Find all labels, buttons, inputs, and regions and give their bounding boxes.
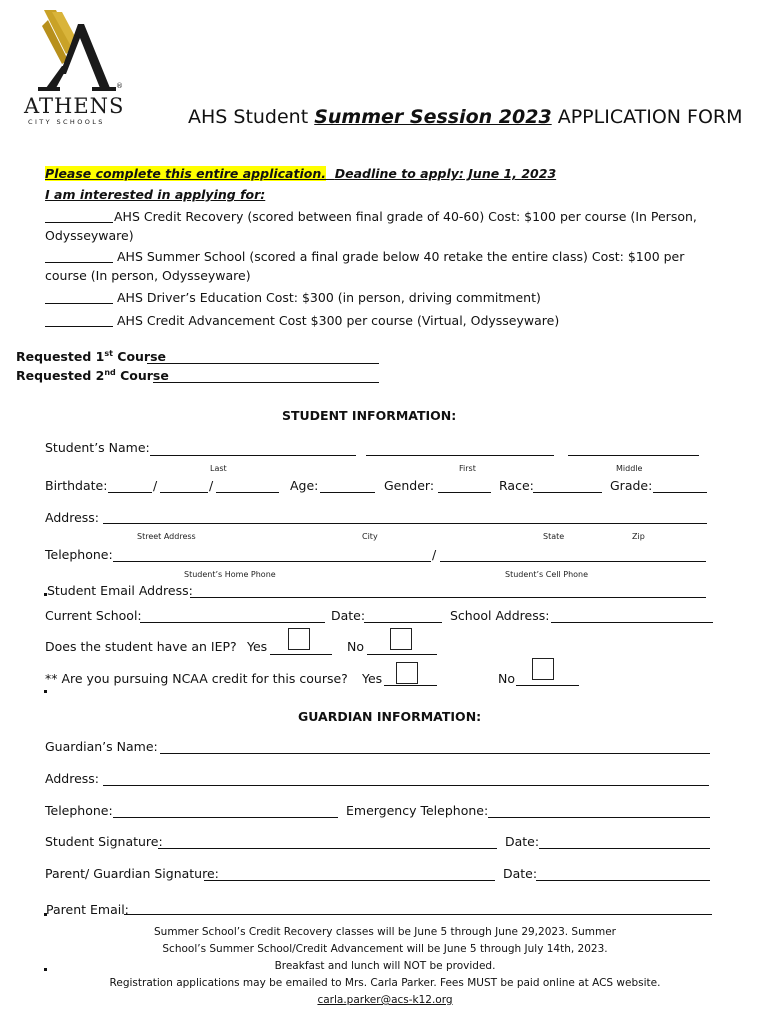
birth-day-field[interactable] bbox=[160, 492, 208, 493]
city-caption: City bbox=[362, 532, 378, 541]
student-email-field[interactable] bbox=[190, 597, 706, 598]
form-title: AHS Student Summer Session 2023 APPLICATION FORM bbox=[188, 106, 743, 128]
option-credit-recovery-label: AHS Credit Recovery (scored between final grade of 40-60) Cost: $100 per course (In Person, bbox=[114, 209, 697, 224]
parent-signature-field[interactable] bbox=[204, 880, 495, 881]
ncaa-question: ** Are you pursuing NCAA credit for this course? bbox=[45, 671, 348, 686]
age-field[interactable] bbox=[320, 492, 375, 493]
iep-no-label: No bbox=[347, 639, 364, 654]
birthdate-label: Birthdate: bbox=[45, 478, 108, 493]
race-field[interactable] bbox=[533, 492, 602, 493]
iep-yes-checkbox[interactable] bbox=[288, 628, 310, 650]
requested-second-course-label: Requested 2nd Course bbox=[16, 368, 169, 384]
footer-line: School’s Summer School/Credit Advancement will be June 5 through July 14th, 2023. bbox=[162, 943, 608, 955]
current-school-field[interactable] bbox=[140, 622, 325, 623]
parent-email-label: Parent Email: bbox=[46, 902, 129, 917]
student-info-heading: STUDENT INFORMATION: bbox=[282, 408, 457, 423]
student-cell-phone-field[interactable] bbox=[440, 561, 706, 562]
last-caption: Last bbox=[210, 464, 227, 473]
grade-label: Grade: bbox=[610, 478, 653, 493]
current-school-label: Current School: bbox=[45, 608, 142, 623]
state-caption: State bbox=[543, 532, 565, 541]
student-address-field[interactable] bbox=[103, 523, 707, 524]
iep-no-line bbox=[367, 654, 437, 655]
guardian-address-field[interactable] bbox=[103, 785, 709, 786]
footer-notes bbox=[40, 924, 730, 1009]
athens-a-emblem-icon bbox=[22, 8, 132, 94]
telephone-slash: / bbox=[432, 547, 437, 562]
birthdate-slash-2: / bbox=[209, 478, 214, 493]
student-address-label: Address: bbox=[45, 510, 99, 525]
birth-month-field[interactable] bbox=[108, 492, 152, 493]
first-caption: First bbox=[459, 464, 476, 473]
student-signature-date-field[interactable] bbox=[539, 848, 710, 849]
guardian-telephone-field[interactable] bbox=[113, 817, 338, 818]
birth-year-field[interactable] bbox=[216, 492, 279, 493]
interested-heading: I am interested in applying for: bbox=[45, 187, 266, 202]
birthdate-slash-1: / bbox=[153, 478, 158, 493]
guardian-info-heading: GUARDIAN INFORMATION: bbox=[298, 709, 482, 724]
parent-signature-label: Parent/ Guardian Signature: bbox=[45, 866, 219, 881]
guardian-name-field[interactable] bbox=[160, 753, 710, 754]
iep-question: Does the student have an IEP? bbox=[45, 639, 237, 654]
ncaa-no-line bbox=[516, 685, 579, 686]
option-summer-school-label: AHS Summer School (scored a final grade below 40 retake the entire class) Cost: $100 per bbox=[117, 249, 685, 264]
cell-phone-caption: Student’s Cell Phone bbox=[505, 570, 589, 579]
instructions-line bbox=[45, 166, 556, 181]
ncaa-yes-line bbox=[384, 685, 437, 686]
iep-no-checkbox[interactable] bbox=[390, 628, 412, 650]
iep-yes-line bbox=[270, 654, 332, 655]
footer-line: Registration applications may be emailed to Mrs. Carla Parker. Fees MUST be paid online at ACS website. bbox=[109, 977, 661, 989]
street-caption: Street Address bbox=[137, 532, 196, 541]
requested-second-course-field[interactable] bbox=[153, 382, 379, 383]
student-signature-date-label: Date: bbox=[505, 834, 540, 849]
guardian-name-label: Guardian’s Name: bbox=[45, 739, 158, 754]
zip-caption: Zip bbox=[632, 532, 645, 541]
student-first-name-field[interactable] bbox=[366, 455, 554, 456]
option-credit-advancement-label: AHS Credit Advancement Cost $300 per course (Virtual, Odysseyware) bbox=[117, 313, 560, 328]
requested-first-course-label: Requested 1st Course bbox=[16, 349, 167, 365]
bullet-mark bbox=[44, 968, 47, 971]
student-name-label: Student’s Name: bbox=[45, 440, 150, 455]
option-summer-school-blank[interactable] bbox=[45, 262, 113, 263]
option-credit-recovery-blank[interactable] bbox=[45, 222, 113, 223]
guardian-address-label: Address: bbox=[45, 771, 99, 786]
option-drivers-ed-blank[interactable] bbox=[45, 303, 113, 304]
ncaa-no-checkbox[interactable] bbox=[532, 658, 554, 680]
option-summer-school-label-cont: course (In person, Odysseyware) bbox=[45, 268, 251, 283]
svg-text:®: ® bbox=[116, 82, 123, 90]
age-label: Age: bbox=[290, 478, 319, 493]
middle-caption: Middle bbox=[616, 464, 643, 473]
guardian-telephone-label: Telephone: bbox=[45, 803, 113, 818]
gender-field[interactable] bbox=[438, 492, 491, 493]
iep-yes-label: Yes bbox=[247, 639, 268, 654]
parent-signature-date-field[interactable] bbox=[536, 880, 710, 881]
option-drivers-ed-label: AHS Driver’s Education Cost: $300 (in person, driving commitment) bbox=[117, 290, 541, 305]
option-credit-advancement-blank[interactable] bbox=[45, 326, 113, 327]
school-date-label: Date: bbox=[331, 608, 366, 623]
grade-field[interactable] bbox=[653, 492, 707, 493]
ncaa-yes-checkbox[interactable] bbox=[396, 662, 418, 684]
student-last-name-field[interactable] bbox=[150, 455, 356, 456]
emergency-telephone-label: Emergency Telephone: bbox=[346, 803, 489, 818]
footer-line: Summer School’s Credit Recovery classes will be June 5 through June 29,2023. Summer bbox=[154, 926, 616, 938]
gender-label: Gender: bbox=[384, 478, 435, 493]
requested-first-course-field[interactable] bbox=[147, 363, 379, 364]
student-middle-name-field[interactable] bbox=[568, 455, 699, 456]
option-credit-recovery-label-cont: Odysseyware) bbox=[45, 228, 134, 243]
ncaa-yes-label: Yes bbox=[362, 671, 383, 686]
logo-wordmark: ATHENS bbox=[24, 94, 125, 118]
race-label: Race: bbox=[499, 478, 534, 493]
student-telephone-label: Telephone: bbox=[45, 547, 113, 562]
student-email-label: Student Email Address: bbox=[47, 583, 193, 598]
contact-email-link[interactable]: carla.parker@acs-k12.org bbox=[317, 994, 453, 1006]
parent-signature-date-label: Date: bbox=[503, 866, 538, 881]
emergency-telephone-field[interactable] bbox=[488, 817, 710, 818]
footer-line: Breakfast and lunch will NOT be provided. bbox=[274, 960, 496, 972]
logo-subtitle: CITY SCHOOLS bbox=[28, 118, 105, 126]
athens-logo bbox=[22, 8, 132, 126]
ncaa-no-label: No bbox=[498, 671, 515, 686]
bullet-mark bbox=[44, 690, 47, 693]
deadline-text: Deadline to apply: June 1, 2023 bbox=[334, 166, 557, 181]
parent-email-field[interactable] bbox=[124, 914, 712, 915]
school-address-label: School Address: bbox=[450, 608, 550, 623]
student-signature-label: Student Signature: bbox=[45, 834, 163, 849]
student-signature-field[interactable] bbox=[158, 848, 497, 849]
student-home-phone-field[interactable] bbox=[113, 561, 431, 562]
school-date-field[interactable] bbox=[364, 622, 442, 623]
home-phone-caption: Student’s Home Phone bbox=[184, 570, 276, 579]
school-address-field[interactable] bbox=[551, 622, 713, 623]
complete-instruction: Please complete this entire application. bbox=[45, 166, 326, 181]
